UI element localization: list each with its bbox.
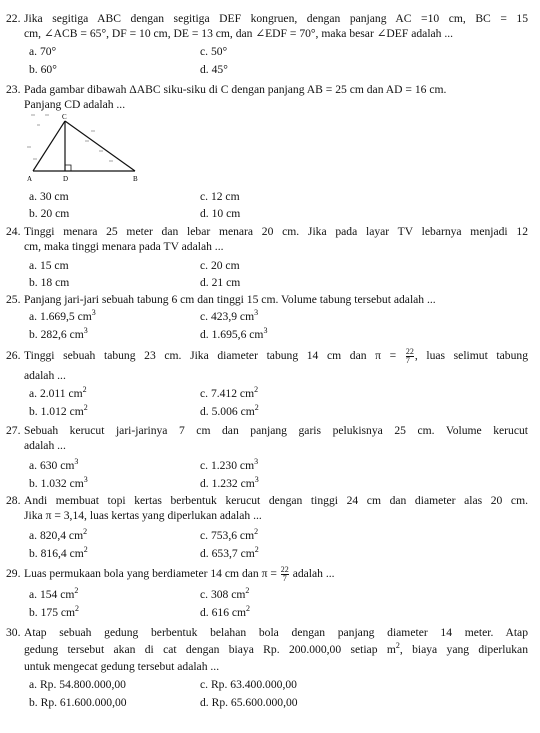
option-b[interactable]: b. 1.012 $cm^2$ xyxy=(29,403,88,418)
option-b[interactable]: b. Rp. 61.600.000,00 xyxy=(29,696,127,709)
option-a[interactable]: a. 2.011 $cm^2$ xyxy=(29,385,87,400)
question-number: 27. xyxy=(6,424,21,437)
label-a: A xyxy=(27,175,33,183)
option-c[interactable]: c. Rp. 63.400.000,00 xyxy=(200,678,297,691)
segment-cb xyxy=(65,121,135,171)
option-d[interactable]: d. 653,7 $cm^2$ xyxy=(200,545,259,560)
option-a[interactable]: a. 1.669,5 $cm^3$ xyxy=(29,308,96,323)
option-c[interactable]: c. 20 cm xyxy=(200,259,240,272)
option-c[interactable]: c. 1.230 $cm^3$ xyxy=(200,457,259,472)
fraction-22-7: $\frac{22}{7}$ xyxy=(405,347,414,365)
question-number: 29. xyxy=(6,567,21,580)
question-number: 23. xyxy=(6,83,21,96)
option-a[interactable]: a. 820,4 $cm^2$ xyxy=(29,527,88,542)
option-d[interactable]: d. 10 cm xyxy=(200,207,241,220)
option-b[interactable]: b. 282,6 $cm^3$ xyxy=(29,326,88,341)
question-text: Tinggi menara 25 meter dan lebar menara 20 cm. Jika pada layar TV lebarnya menjadi 12 cm, maka tinggi menara pada TV adalah ... xyxy=(24,225,528,253)
question-text: Andi membuat topi kertas berbentuk kerucut dengan tinggi 24 cm dan diameter alas 20 cm. Jika π = 3,14, luas kertas yang diperlukan adalah ... xyxy=(24,494,528,522)
question-number: 24. xyxy=(6,225,21,238)
option-d[interactable]: d. 1.232 $cm^3$ xyxy=(200,475,259,490)
option-c[interactable]: c. 7.412 $cm^2$ xyxy=(200,385,259,400)
option-d[interactable]: d. 21 cm xyxy=(200,276,241,289)
triangle-figure xyxy=(25,113,145,185)
option-d[interactable]: d. 5.006 $cm^2$ xyxy=(200,403,259,418)
option-a[interactable]: a. 154 $cm^2$ xyxy=(29,586,79,601)
option-a[interactable]: a. 70° xyxy=(29,45,57,58)
option-a[interactable]: a. 630 $cm^3$ xyxy=(29,457,79,472)
question-number: 26. xyxy=(6,349,21,362)
question-text: Panjang jari-jari sebuah tabung 6 cm dan tinggi 15 cm. Volume tabung tersebut adalah ... xyxy=(24,293,436,306)
option-d[interactable]: d. Rp. 65.600.000,00 xyxy=(200,696,298,709)
label-d: D xyxy=(63,175,69,183)
option-a[interactable]: a. Rp. 54.800.000,00 xyxy=(29,678,126,691)
option-b[interactable]: b. 816,4 $cm^2$ xyxy=(29,545,88,560)
fraction-22-7: $\frac{22}{7}$ xyxy=(280,565,289,583)
question-number: 22. xyxy=(6,12,21,25)
option-c[interactable]: c. 12 cm xyxy=(200,190,240,203)
option-b[interactable]: b. 175 $cm^2$ xyxy=(29,604,80,619)
option-c[interactable]: c. 753,6 $cm^2$ xyxy=(200,527,259,542)
question-text: Sebuah kerucut jari-jarinya 7 cm dan panjang garis pelukisnya 25 cm. Volume kerucut adalah ... xyxy=(24,424,528,452)
question-text: Luas permukaan bola yang berdiameter 14 cm dan π = $\frac{22}{7}$ adalah ... xyxy=(24,565,335,583)
option-b[interactable]: b. 18 cm xyxy=(29,276,70,289)
option-d[interactable]: d. 1.695,6 $cm^3$ xyxy=(200,326,268,341)
question-number: 28. xyxy=(6,494,21,507)
option-a[interactable]: a. 15 cm xyxy=(29,259,69,272)
option-d[interactable]: d. 616 $cm^2$ xyxy=(200,604,251,619)
label-c: C xyxy=(62,113,67,121)
option-c[interactable]: c. 308 $cm^2$ xyxy=(200,586,250,601)
option-c[interactable]: c. 50° xyxy=(200,45,228,58)
segment-ac xyxy=(33,121,65,171)
question-text: Pada gambar dibawah ΔABC siku-siku di C dengan panjang AB = 25 cm dan AD = 16 cm. Panjang CD adalah ... xyxy=(24,83,447,111)
question-text: Atap sebuah gedung berbentuk belahan bola dengan panjang diameter 14 meter. Atap gedung tersebut akan di cat dengan biaya Rp. 200.000,00 setiap $m^2$, biaya yang diperlukan untuk mengecat gedung tersebut adalah ... xyxy=(24,626,528,673)
right-angle-mark xyxy=(65,165,71,171)
option-b[interactable]: b. 60° xyxy=(29,63,57,76)
question-text: Jika segitiga ABC dengan segitiga DEF kongruen, dengan panjang AC =10 cm, BC = 15 cm, ∠ACB = 65°, DF = 10 cm, DE = 13 cm, dan ∠EDF = 70°, maka besar ∠DEF adalah ... xyxy=(24,12,528,40)
question-number: 30. xyxy=(6,626,21,639)
option-b[interactable]: b. 1.032 $cm^3$ xyxy=(29,475,88,490)
option-d[interactable]: d. 45° xyxy=(200,63,228,76)
option-b[interactable]: b. 20 cm xyxy=(29,207,70,220)
question-number: 25. xyxy=(6,293,21,306)
option-c[interactable]: c. 423,9 $cm^3$ xyxy=(200,308,259,323)
question-text: Tinggi sebuah tabung 23 cm. Jika diameter tabung 14 cm dan π = $\frac{22}{7}$ , luas selimut tabung adalah ... xyxy=(24,347,528,382)
label-b: B xyxy=(133,175,138,183)
option-a[interactable]: a. 30 cm xyxy=(29,190,69,203)
